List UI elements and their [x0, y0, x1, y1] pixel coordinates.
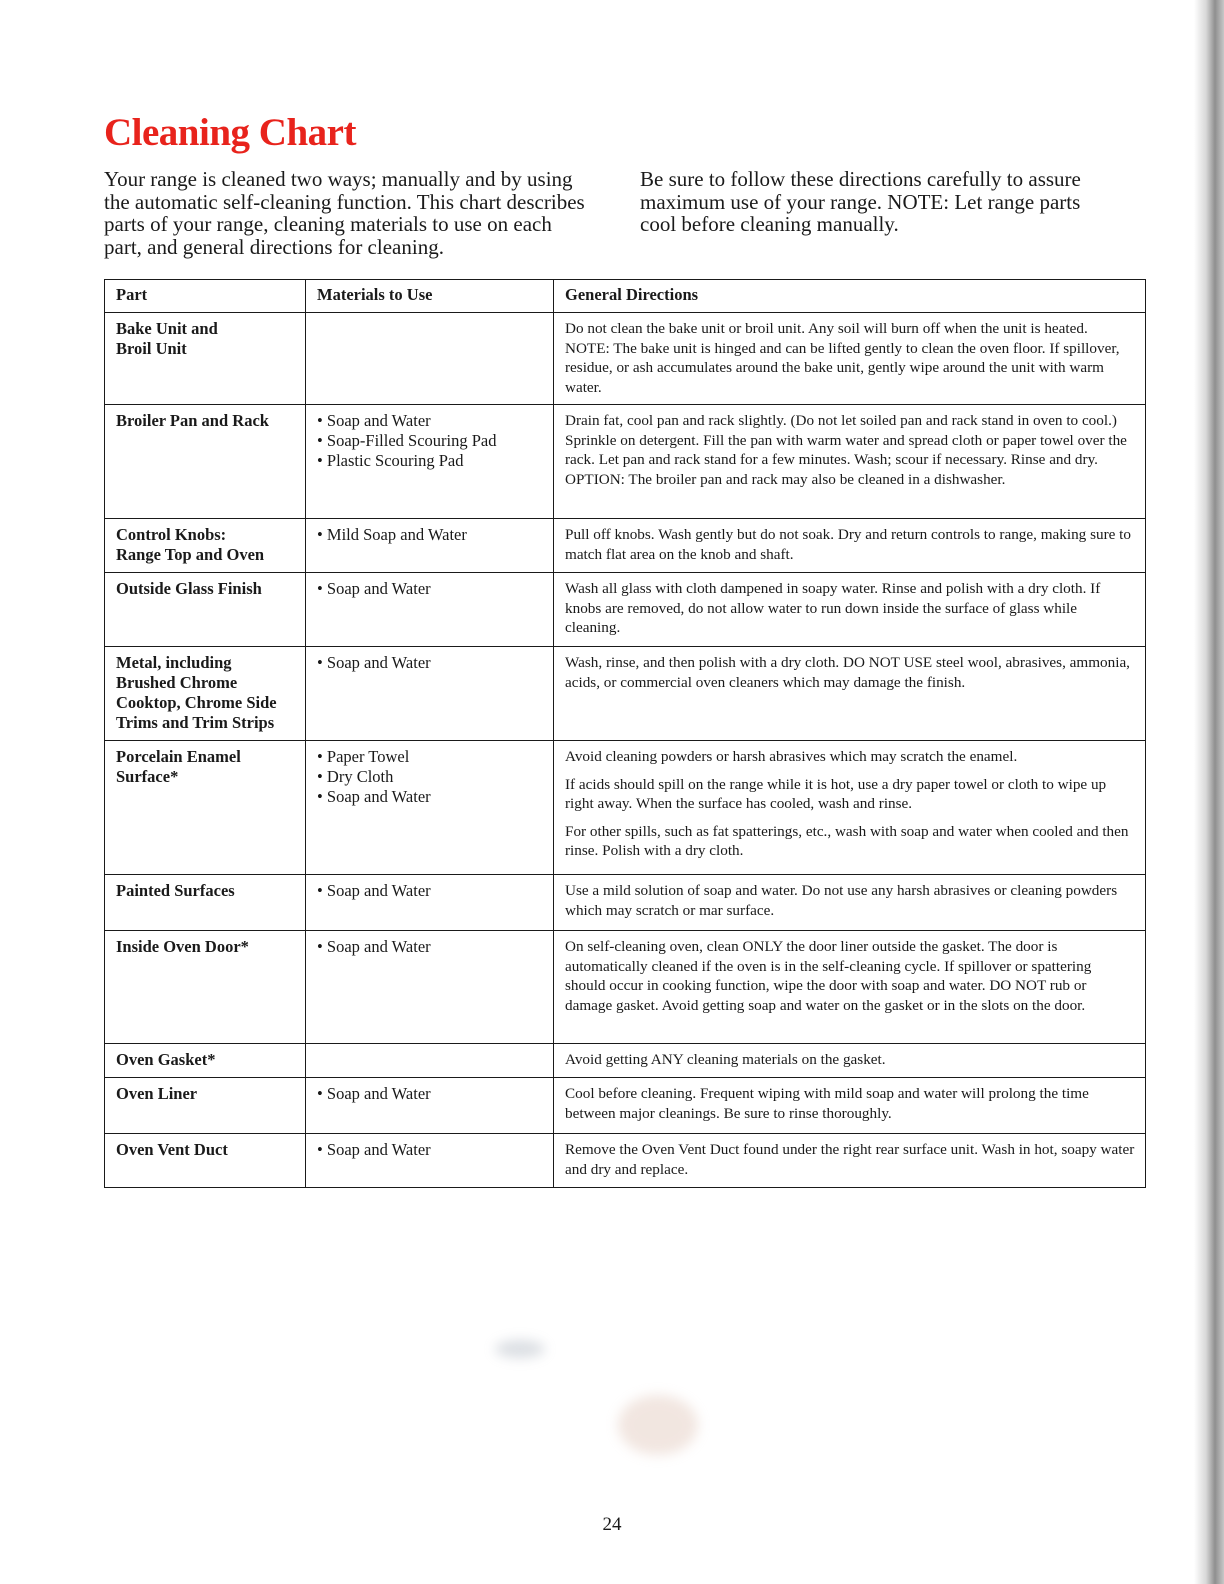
page-number: 24: [602, 1514, 622, 1535]
part-cell: Inside Oven Door*: [105, 931, 306, 1044]
direction-paragraph: On self-cleaning oven, clean ONLY the door liner outside the gasket. The door is automatically cleaned if the oven is in the self-cleaning cycle. If spillover or spattering should occur in cooking function, wipe the door with soap and water. DO NOT rub or damage gasket. Avoid getting soap and water on the gasket or in the slots on the door.: [565, 938, 1092, 1014]
materials-list: [317, 579, 543, 599]
materials-cell: [306, 931, 554, 1044]
table-row: [105, 647, 1146, 741]
material-item: • Soap and Water: [317, 787, 543, 807]
table-row: [105, 1134, 1146, 1188]
cleaning-chart-table: [104, 279, 1146, 1188]
table-row: [105, 573, 1146, 647]
material-item: • Soap-Filled Scouring Pad: [317, 431, 543, 451]
materials-cell: [306, 647, 554, 741]
material-item: • Soap and Water: [317, 1140, 543, 1160]
direction-paragraph: Remove the Oven Vent Duct found under the right rear surface unit. Wash in hot, soapy water and dry and replace.: [565, 1141, 1135, 1178]
material-item: • Soap and Water: [317, 937, 543, 957]
direction-paragraph: Wash all glass with cloth dampened in soapy water. Rinse and polish with a dry cloth. If knobs are removed, do not allow water to run down inside the surface of glass while cleaning.: [565, 580, 1101, 636]
header-materials: Materials to Use: [306, 280, 554, 313]
table-row: [105, 875, 1146, 931]
direction-paragraph: Wash, rinse, and then polish with a dry cloth. DO NOT USE steel wool, abrasives, ammonia, acids, or commercial oven cleaners which may damage the finish.: [565, 654, 1130, 691]
table-row: [105, 519, 1146, 573]
material-item: • Mild Soap and Water: [317, 525, 543, 545]
directions-cell: [554, 647, 1146, 741]
directions-cell: [554, 573, 1146, 647]
table-body: [105, 313, 1146, 1188]
directions-cell: [554, 875, 1146, 931]
material-item: • Soap and Water: [317, 881, 543, 901]
direction-paragraph: Avoid getting ANY cleaning materials on the gasket.: [565, 1051, 886, 1068]
material-item: • Soap and Water: [317, 1084, 543, 1104]
directions-cell: [554, 313, 1146, 405]
materials-list: [317, 1140, 543, 1160]
directions-cell: [554, 519, 1146, 573]
part-cell: Outside Glass Finish: [105, 573, 306, 647]
header-directions: General Directions: [554, 280, 1146, 313]
materials-list: [317, 881, 543, 901]
materials-cell: [306, 1044, 554, 1078]
direction-paragraph: Do not clean the bake unit or broil unit. Any soil will burn off when the unit is heated. NOTE: The bake unit is hinged and can be lifted gently to clean the oven floor. If spillover, residue, or ash accumulates around the bake unit, gently wipe around the unit with warm water.: [565, 320, 1120, 396]
materials-list: [317, 653, 543, 673]
material-item: • Soap and Water: [317, 411, 543, 431]
table-row: [105, 405, 1146, 519]
material-item: • Paper Towel: [317, 747, 543, 767]
direction-paragraph: Use a mild solution of soap and water. Do not use any harsh abrasives or cleaning powders which may scratch or mar surface.: [565, 882, 1118, 919]
direction-paragraph: Drain fat, cool pan and rack slightly. (Do not let soiled pan and rack stand in oven to cool.) Sprinkle on detergent. Fill the pan with warm water and spread cloth or paper towel over the rack. Let pan and rack stand for a few minutes. Wash; scour if necessary. Rinse and dry. OPTION: The broiler pan and rack may also be cleaned in a dishwasher.: [565, 412, 1127, 488]
part-cell: Oven Liner: [105, 1078, 306, 1134]
material-item: • Soap and Water: [317, 653, 543, 673]
materials-list: [317, 1084, 543, 1104]
materials-cell: [306, 313, 554, 405]
part-cell: Metal, including Brushed Chrome Cooktop, Chrome Side Trims and Trim Strips: [105, 647, 306, 741]
materials-cell: [306, 741, 554, 875]
directions-cell: [554, 1078, 1146, 1134]
header-part: Part: [105, 280, 306, 313]
table-row: [105, 313, 1146, 405]
material-item: • Dry Cloth: [317, 767, 543, 787]
directions-cell: [554, 1134, 1146, 1188]
page-title: Cleaning Chart: [104, 111, 356, 155]
part-cell: Oven Vent Duct: [105, 1134, 306, 1188]
directions-cell: [554, 1044, 1146, 1078]
direction-paragraph: If acids should spill on the range while it is hot, use a dry paper towel or cloth to wipe up right away. When the surface has cooled, wash and rinse.: [565, 775, 1107, 812]
part-cell: Control Knobs: Range Top and Oven: [105, 519, 306, 573]
directions-cell: [554, 741, 1146, 875]
materials-list: [317, 411, 543, 471]
part-cell: Painted Surfaces: [105, 875, 306, 931]
materials-cell: [306, 1134, 554, 1188]
part-cell: Bake Unit and Broil Unit: [105, 313, 306, 405]
table-row: [105, 1078, 1146, 1134]
part-cell: Porcelain Enamel Surface*: [105, 741, 306, 875]
materials-list: [317, 937, 543, 957]
materials-cell: [306, 875, 554, 931]
table-header-row: [105, 280, 1146, 313]
direction-paragraph: Avoid cleaning powders or harsh abrasives which may scratch the enamel.: [565, 748, 1018, 765]
stain-mark: [618, 1395, 698, 1455]
direction-paragraph: For other spills, such as fat spatterings, etc., wash with soap and water when cooled and then rinse. Polish with a dry cloth.: [565, 822, 1129, 859]
material-item: • Plastic Scouring Pad: [317, 451, 543, 471]
direction-paragraph: Cool before cleaning. Frequent wiping with mild soap and water will prolong the time between major cleanings. Be sure to rinse thoroughly.: [565, 1085, 1089, 1122]
materials-list: [317, 747, 543, 807]
materials-list: [317, 525, 543, 545]
directions-cell: [554, 931, 1146, 1044]
direction-paragraph: Pull off knobs. Wash gently but do not soak. Dry and return controls to range, making sure to match flat area on the knob and shaft.: [565, 526, 1131, 563]
materials-cell: [306, 519, 554, 573]
materials-cell: [306, 573, 554, 647]
directions-cell: [554, 405, 1146, 519]
material-item: • Soap and Water: [317, 579, 543, 599]
table-row: [105, 1044, 1146, 1078]
page-edge-shadow: [1194, 0, 1224, 1584]
materials-cell: [306, 405, 554, 519]
table-row: [105, 931, 1146, 1044]
intro-paragraph-left: Your range is cleaned two ways; manually and by using the automatic self-cleaning function. This chart describes parts of your range, cleaning materials to use on each part, and general directions for cleaning.: [104, 167, 585, 259]
part-cell: Oven Gasket*: [105, 1044, 306, 1078]
table-row: [105, 741, 1146, 875]
stain-mark: [495, 1340, 545, 1358]
intro-paragraph-right: Be sure to follow these directions carefully to assure maximum use of your range. NOTE: Let range parts cool before cleaning manually.: [640, 167, 1081, 236]
materials-cell: [306, 1078, 554, 1134]
part-cell: Broiler Pan and Rack: [105, 405, 306, 519]
